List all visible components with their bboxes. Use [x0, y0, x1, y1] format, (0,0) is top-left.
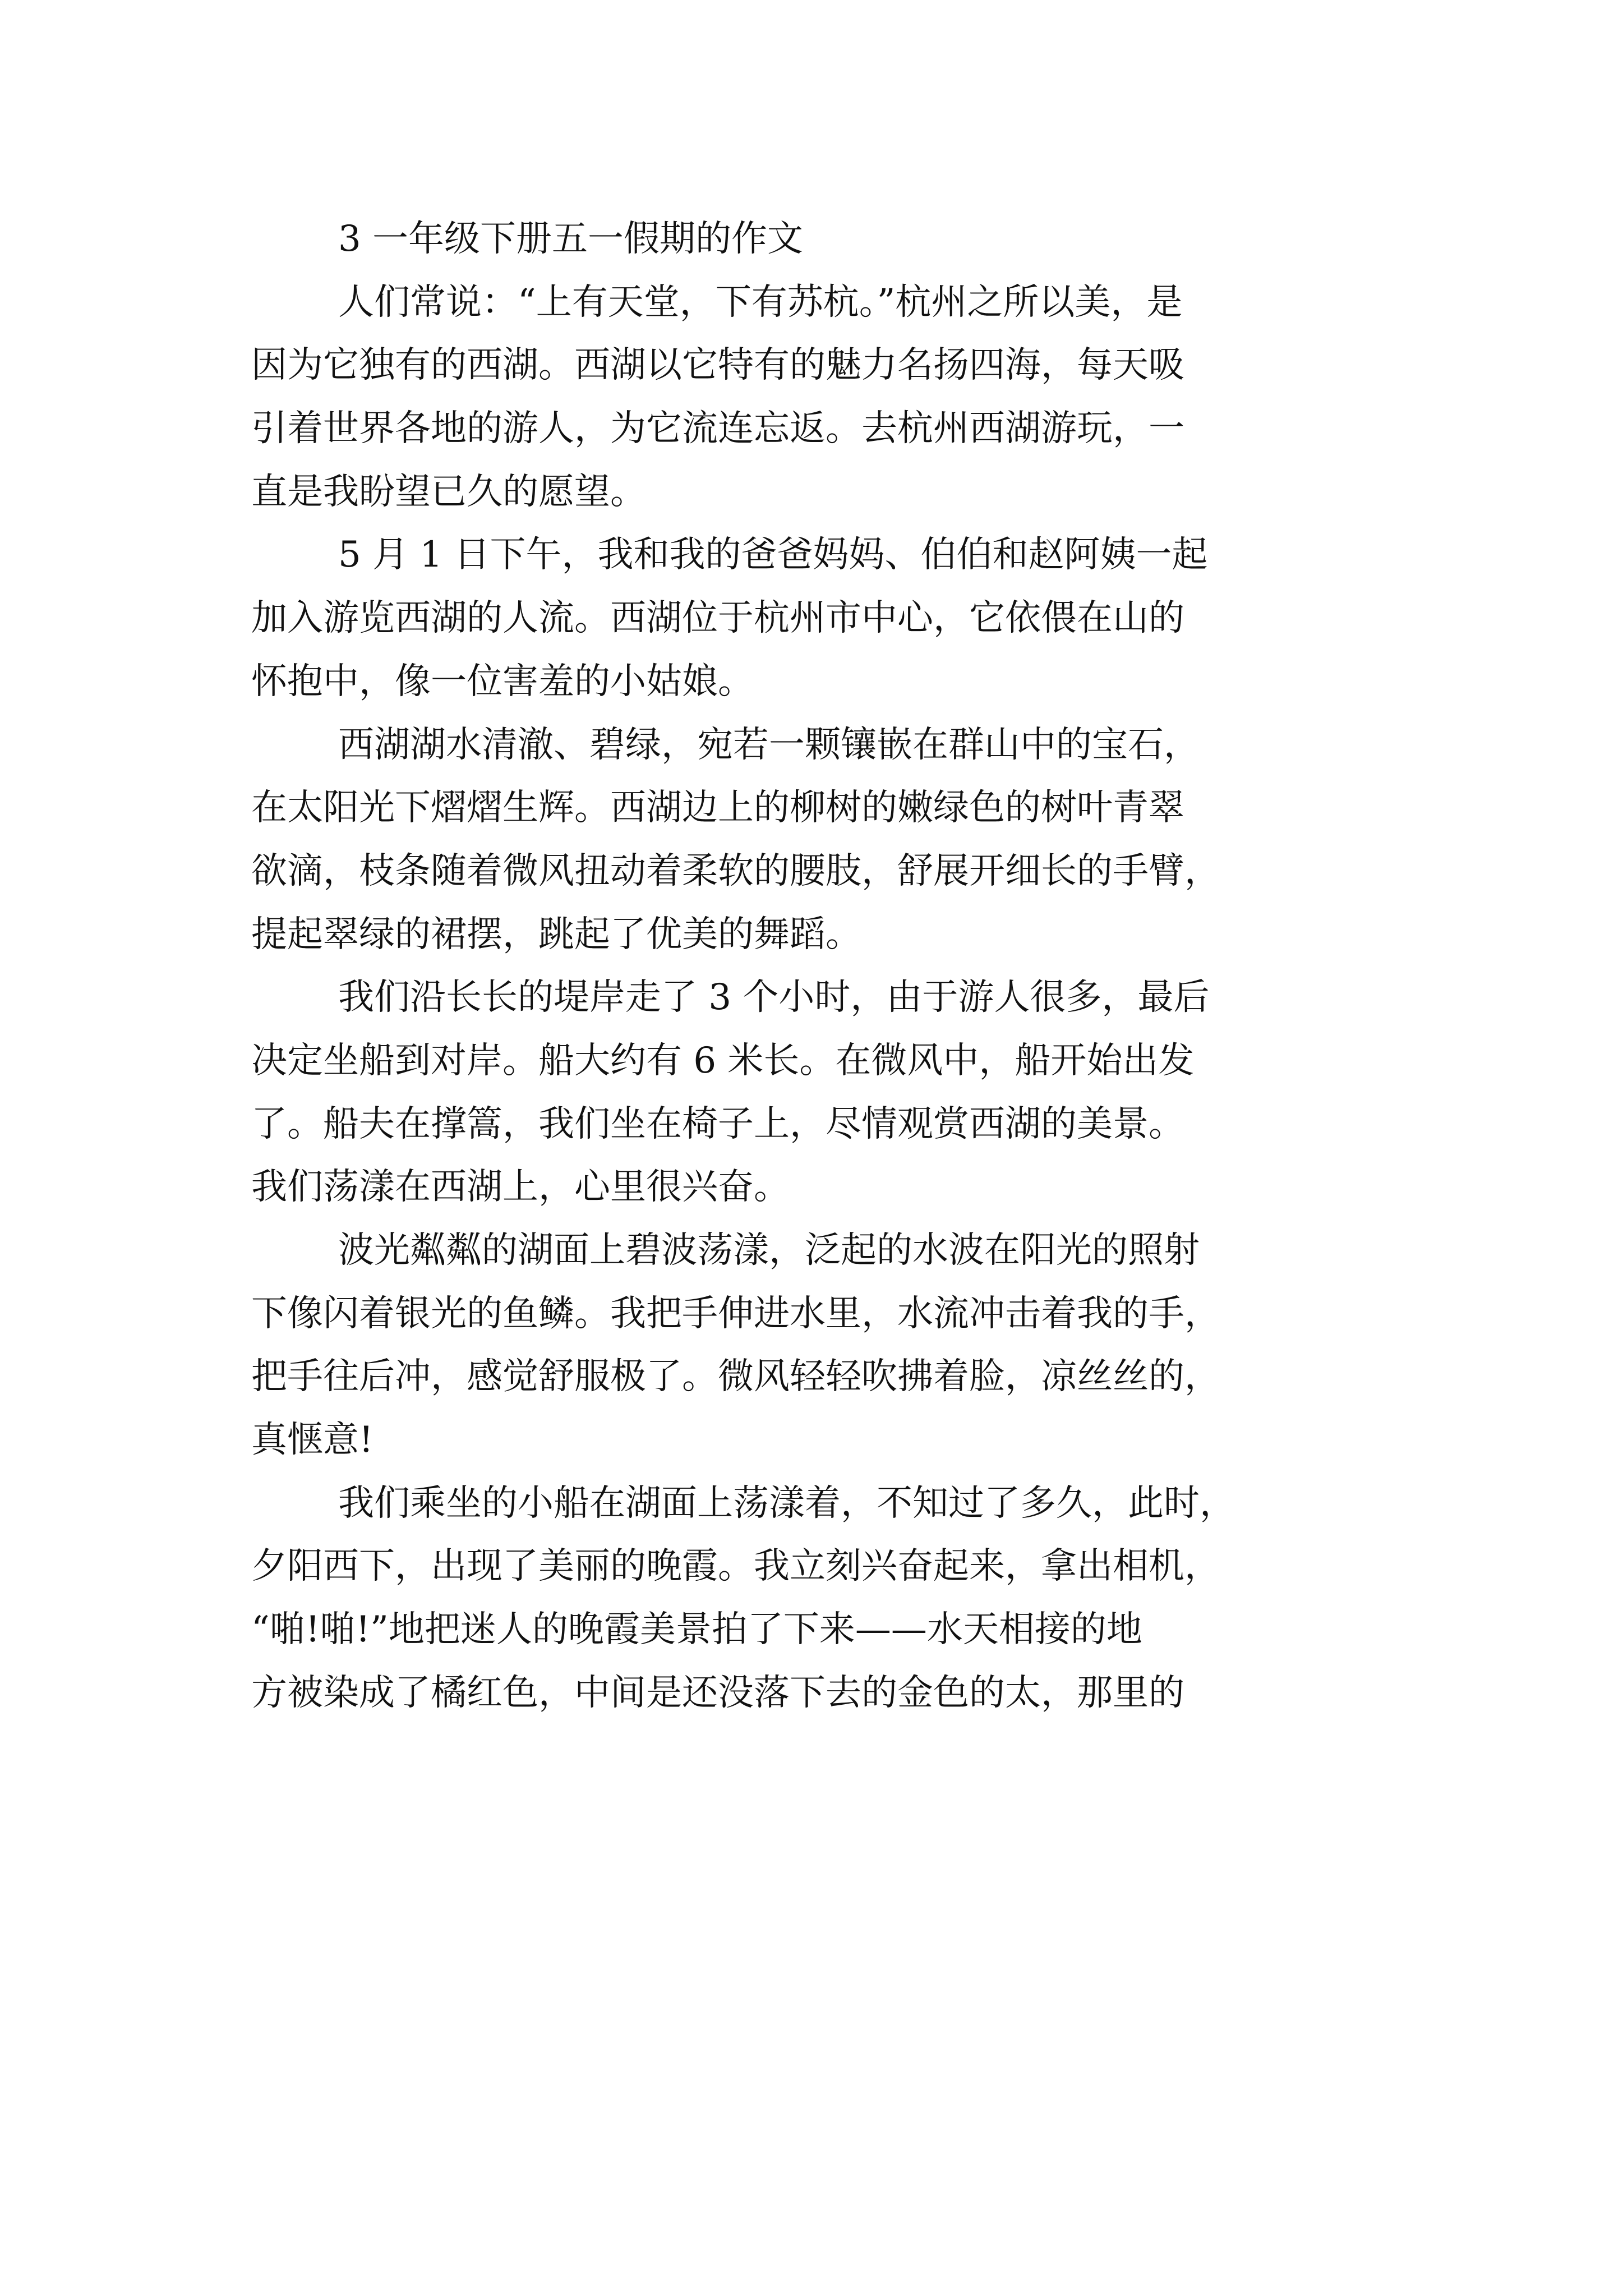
text-line: 我们乘坐的小船在湖面上荡漾着，不知过了多久，此时， — [338, 1482, 1235, 1524]
text-line: “啪!啪!”地把迷人的晚霞美景拍了下来——水天相接的地 — [251, 1609, 1142, 1651]
paragraph-4 — [251, 966, 1401, 1219]
text-line: 在太阳光下熠熠生辉。西湖边上的柳树的嫩绿色的树叶青翠 — [251, 787, 1184, 829]
text-line: 引着世界各地的游人，为它流连忘返。去杭州西湖游玩，一 — [251, 408, 1184, 450]
text-line: 因为它独有的西湖。西湖以它特有的魅力名扬四海，每天吸 — [251, 344, 1184, 386]
text-line: 西湖湖水清澈、碧绿，宛若一颗镶嵌在群山中的宝石， — [338, 724, 1200, 766]
text-line: 下像闪着银光的鱼鳞。我把手伸进水里，水流冲击着我的手， — [251, 1292, 1220, 1335]
text-line: 加入游览西湖的人流。西湖位于杭州市中心，它依偎在山的 — [251, 597, 1184, 639]
paragraph-1 — [251, 271, 1401, 524]
essay-heading: 3 一年级下册五一假期的作文 — [338, 218, 804, 260]
text-line: 欲滴，枝条随着微风扭动着柔软的腰肢，舒展开细长的手臂， — [251, 850, 1220, 892]
text-line: 把手往后冲，感觉舒服极了。微风轻轻吹拂着脸，凉丝丝的， — [251, 1356, 1220, 1398]
text-line: 我们沿长长的堤岸走了 3 个小时，由于游人很多，最后 — [338, 977, 1210, 1019]
text-line: 决定坐船到对岸。船大约有 6 米长。在微风中，船开始出发 — [251, 1039, 1195, 1082]
text-line: 怀抱中，像一位害羞的小姑娘。 — [251, 660, 754, 702]
essay-body — [251, 208, 1401, 1725]
text-line: 我们荡漾在西湖上，心里很兴奋。 — [251, 1166, 790, 1208]
text-line: 夕阳西下，出现了美丽的晚霞。我立刻兴奋起来，拿出相机， — [251, 1545, 1220, 1588]
text-line: 波光粼粼的湖面上碧波荡漾，泛起的水波在阳光的照射 — [338, 1230, 1200, 1271]
paragraph-2 — [251, 523, 1401, 713]
paragraph-5 — [251, 1219, 1401, 1472]
text-line: 真惬意! — [251, 1419, 374, 1461]
paragraph-3 — [251, 714, 1401, 967]
text-line: 直是我盼望已久的愿望。 — [251, 471, 646, 513]
text-line: 了。船夫在撑篙，我们坐在椅子上，尽情观赏西湖的美景。 — [251, 1103, 1184, 1145]
text-line: 方被染成了橘红色，中间是还没落下去的金色的太，那里的 — [251, 1672, 1184, 1714]
text-line: 提起翠绿的裙摆，跳起了优美的舞蹈。 — [251, 913, 861, 955]
paragraph-6 — [251, 1472, 1401, 1725]
text-line: 5 月 1 日下午，我和我的爸爸妈妈、伯伯和赵阿姨一起 — [338, 534, 1208, 576]
text-line: 人们常说：“上有天堂，下有苏杭。”杭州之所以美，是 — [338, 281, 1183, 323]
